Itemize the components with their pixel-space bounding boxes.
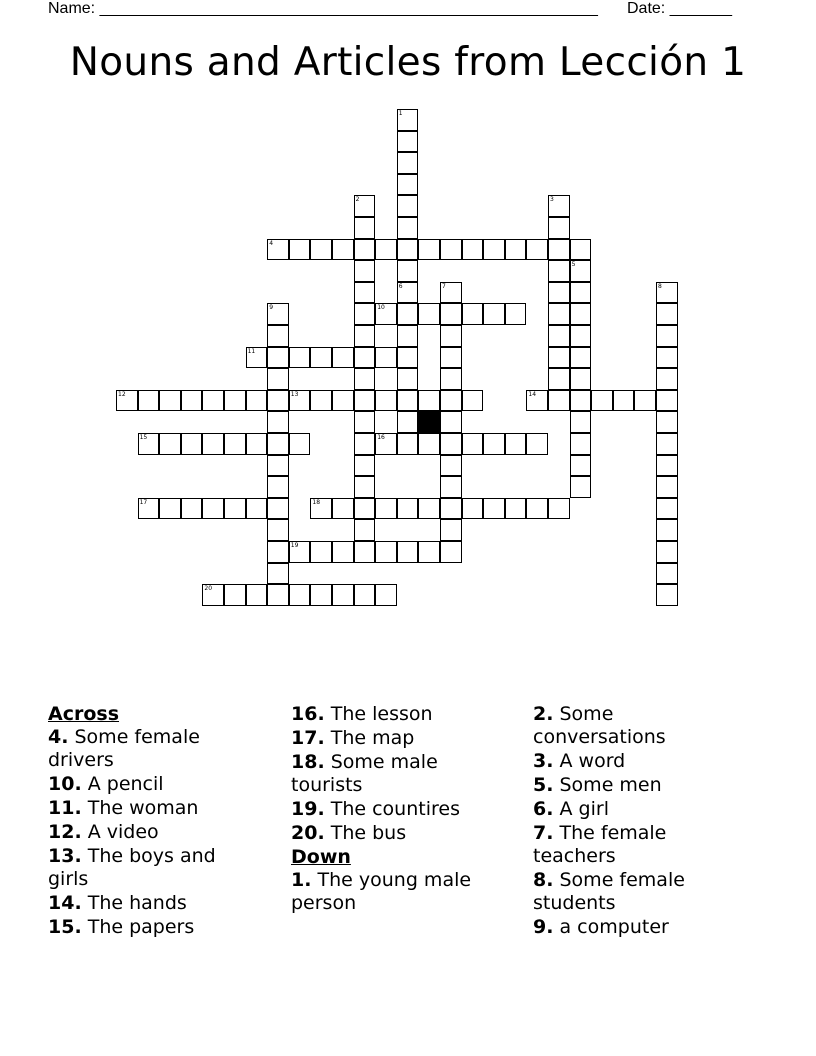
clue-text: The papers	[87, 916, 195, 938]
clue-text: Some female drivers	[48, 726, 200, 771]
grid-cell[interactable]	[418, 498, 440, 520]
grid-cell[interactable]	[570, 476, 592, 498]
clue-number: 6.	[533, 798, 554, 820]
grid-cell[interactable]	[440, 325, 462, 347]
grid-cell[interactable]	[138, 498, 160, 520]
clue-number: 11.	[48, 797, 82, 819]
grid-cell[interactable]	[440, 303, 462, 325]
grid-cell[interactable]	[246, 347, 268, 369]
grid-cell[interactable]	[375, 498, 397, 520]
grid-cell[interactable]	[354, 217, 376, 239]
grid-cell[interactable]	[418, 433, 440, 455]
grid-cell[interactable]	[354, 519, 376, 541]
grid-cell[interactable]	[267, 563, 289, 585]
grid-cell[interactable]	[656, 303, 678, 325]
grid-cell[interactable]	[397, 368, 419, 390]
grid-cell[interactable]	[397, 131, 419, 153]
across-clue-list-continued	[291, 703, 501, 845]
grid-cell[interactable]	[332, 390, 354, 412]
grid-cell[interactable]	[462, 239, 484, 261]
grid-cell[interactable]	[418, 390, 440, 412]
grid-cell[interactable]	[354, 260, 376, 282]
clue-column-3	[533, 703, 743, 940]
grid-cell[interactable]	[202, 390, 224, 412]
grid-cell[interactable]	[656, 563, 678, 585]
cell-number: 20	[204, 585, 213, 593]
grid-cell[interactable]	[656, 325, 678, 347]
grid-cell[interactable]	[656, 519, 678, 541]
grid-cell[interactable]	[354, 541, 376, 563]
clue-column-1	[48, 703, 253, 940]
grid-cell[interactable]	[397, 433, 419, 455]
grid-cell[interactable]	[440, 519, 462, 541]
clue-text: Some male tourists	[291, 751, 438, 796]
grid-cell[interactable]	[224, 498, 246, 520]
grid-cell[interactable]	[462, 498, 484, 520]
grid-cell[interactable]	[526, 433, 548, 455]
cell-number: 11	[247, 347, 256, 355]
grid-cell[interactable]	[202, 498, 224, 520]
clue-number: 18.	[291, 751, 325, 773]
clue-text: A pencil	[87, 773, 164, 795]
grid-cell[interactable]	[397, 390, 419, 412]
grid-cell[interactable]	[397, 347, 419, 369]
grid-cell[interactable]	[332, 239, 354, 261]
cell-number: 4	[269, 239, 274, 247]
grid-cell[interactable]	[440, 282, 462, 304]
grid-cell[interactable]	[440, 411, 462, 433]
grid-cell[interactable]	[570, 390, 592, 412]
grid-cell[interactable]	[267, 541, 289, 563]
across-heading: Across	[48, 703, 120, 725]
clue-item	[533, 916, 743, 939]
grid-cell[interactable]	[310, 584, 332, 606]
grid-cell[interactable]	[289, 347, 311, 369]
clue-item	[291, 798, 501, 821]
grid-cell[interactable]	[397, 217, 419, 239]
grid-cell[interactable]	[548, 260, 570, 282]
grid-cell[interactable]	[246, 433, 268, 455]
grid-cell[interactable]	[224, 584, 246, 606]
grid-cell[interactable]	[462, 390, 484, 412]
grid-cell[interactable]	[397, 303, 419, 325]
grid-cell[interactable]	[354, 390, 376, 412]
grid-cell[interactable]	[570, 325, 592, 347]
grid-cell[interactable]	[526, 390, 548, 412]
grid-cell[interactable]	[397, 239, 419, 261]
grid-cell[interactable]	[332, 541, 354, 563]
grid-cell[interactable]	[354, 584, 376, 606]
black-cell	[418, 411, 440, 433]
grid-cell[interactable]	[397, 109, 419, 131]
grid-cell[interactable]	[310, 347, 332, 369]
down-clue-list-continued	[533, 703, 743, 939]
grid-cell[interactable]	[548, 282, 570, 304]
grid-cell[interactable]	[526, 498, 548, 520]
grid-cell[interactable]	[267, 433, 289, 455]
grid-cell[interactable]	[505, 239, 527, 261]
cell-number: 18	[312, 498, 321, 506]
grid-cell[interactable]	[289, 584, 311, 606]
grid-cell[interactable]	[375, 433, 397, 455]
grid-cell[interactable]	[138, 390, 160, 412]
clue-number: 16.	[291, 703, 325, 725]
cell-number: 17	[139, 498, 148, 506]
clue-number: 8.	[533, 869, 554, 891]
clue-text: Some men	[559, 774, 662, 796]
grid-cell[interactable]	[570, 239, 592, 261]
grid-cell[interactable]	[656, 390, 678, 412]
cell-number: 8	[658, 282, 662, 290]
grid-cell[interactable]	[332, 498, 354, 520]
grid-cell[interactable]	[440, 455, 462, 477]
grid-cell[interactable]	[224, 390, 246, 412]
clue-item	[291, 727, 501, 750]
down-clue-list	[291, 869, 501, 915]
grid-cell[interactable]	[289, 433, 311, 455]
grid-cell[interactable]	[310, 541, 332, 563]
grid-cell[interactable]	[267, 347, 289, 369]
grid-cell[interactable]	[526, 239, 548, 261]
grid-cell[interactable]	[397, 282, 419, 304]
grid-cell[interactable]	[267, 239, 289, 261]
grid-cell[interactable]	[483, 433, 505, 455]
grid-cell[interactable]	[505, 433, 527, 455]
grid-cell[interactable]	[440, 498, 462, 520]
grid-cell[interactable]	[289, 541, 311, 563]
grid-cell[interactable]	[548, 498, 570, 520]
grid-cell[interactable]	[397, 174, 419, 196]
grid-cell[interactable]	[440, 433, 462, 455]
clue-item	[291, 751, 501, 797]
name-field-label[interactable]: Name: ________________________________________________________	[48, 0, 598, 17]
grid-cell[interactable]	[181, 498, 203, 520]
cell-number: 15	[139, 434, 148, 441]
grid-cell[interactable]	[397, 541, 419, 563]
clue-text: a computer	[559, 916, 669, 938]
grid-cell[interactable]	[397, 411, 419, 433]
grid-cell[interactable]	[354, 433, 376, 455]
clue-item	[533, 869, 743, 915]
grid-cell[interactable]	[246, 584, 268, 606]
grid-cell[interactable]	[354, 347, 376, 369]
grid-cell[interactable]	[483, 303, 505, 325]
clue-number: 15.	[48, 916, 82, 938]
cell-number: 5	[571, 261, 576, 269]
grid-cell[interactable]	[548, 239, 570, 261]
clue-number: 14.	[48, 892, 82, 914]
clue-number: 4.	[48, 726, 69, 748]
clue-number: 3.	[533, 750, 554, 772]
grid-cell[interactable]	[483, 498, 505, 520]
grid-cell[interactable]	[310, 390, 332, 412]
clue-item	[48, 916, 253, 939]
clue-number: 5.	[533, 774, 554, 796]
grid-cell[interactable]	[548, 195, 570, 217]
grid-cell[interactable]	[267, 303, 289, 325]
clue-text: The young male person	[291, 869, 472, 914]
grid-cell[interactable]	[354, 195, 376, 217]
clue-text: The map	[330, 727, 415, 749]
grid-cell[interactable]	[397, 325, 419, 347]
grid-cell[interactable]	[656, 498, 678, 520]
clue-number: 1.	[291, 869, 312, 891]
clue-number: 13.	[48, 845, 82, 867]
grid-cell[interactable]	[548, 347, 570, 369]
clue-number: 19.	[291, 798, 325, 820]
grid-cell[interactable]	[354, 368, 376, 390]
grid-cell[interactable]	[656, 411, 678, 433]
grid-cell[interactable]	[267, 455, 289, 477]
clue-text: The countires	[330, 798, 460, 820]
clue-text: A girl	[559, 798, 609, 820]
grid-cell[interactable]	[613, 390, 635, 412]
clue-text: The lesson	[330, 703, 433, 725]
grid-cell[interactable]	[138, 433, 160, 455]
grid-cell[interactable]	[375, 239, 397, 261]
clue-item	[48, 773, 253, 796]
cell-number: 16	[377, 434, 385, 441]
grid-cell[interactable]	[462, 303, 484, 325]
grid-cell[interactable]	[656, 433, 678, 455]
grid-cell[interactable]	[375, 347, 397, 369]
clue-item	[48, 726, 253, 772]
grid-cell[interactable]	[570, 433, 592, 455]
grid-cell[interactable]	[267, 476, 289, 498]
grid-cell[interactable]	[656, 476, 678, 498]
cell-number: 1	[398, 110, 403, 117]
grid-cell[interactable]	[570, 455, 592, 477]
cell-number: 19	[290, 542, 299, 549]
grid-cell[interactable]	[440, 541, 462, 563]
clue-item	[291, 822, 501, 845]
grid-cell[interactable]	[354, 303, 376, 325]
grid-cell[interactable]	[440, 347, 462, 369]
clue-number: 9.	[533, 916, 554, 938]
grid-cell[interactable]	[440, 239, 462, 261]
grid-cell[interactable]	[354, 411, 376, 433]
grid-cell[interactable]	[570, 260, 592, 282]
down-heading: Down	[291, 846, 351, 868]
grid-cell[interactable]	[310, 498, 332, 520]
cell-number: 12	[118, 390, 126, 398]
grid-cell[interactable]	[570, 411, 592, 433]
grid-cell[interactable]	[354, 325, 376, 347]
clue-text: The hands	[87, 892, 187, 914]
grid-cell[interactable]	[332, 347, 354, 369]
grid-cell[interactable]	[505, 303, 527, 325]
grid-cell[interactable]	[354, 239, 376, 261]
grid-cell[interactable]	[440, 476, 462, 498]
grid-cell[interactable]	[375, 541, 397, 563]
grid-cell[interactable]	[159, 433, 181, 455]
grid-cell[interactable]	[354, 498, 376, 520]
clue-number: 2.	[533, 703, 554, 725]
grid-cell[interactable]	[418, 303, 440, 325]
clue-text: The bus	[330, 822, 407, 844]
clue-item	[533, 822, 743, 868]
clue-item	[533, 703, 743, 749]
grid-cell[interactable]	[462, 433, 484, 455]
clue-item	[533, 750, 743, 773]
grid-cell[interactable]	[397, 260, 419, 282]
clue-text: The boys and girls	[48, 845, 216, 890]
grid-cell[interactable]	[656, 347, 678, 369]
clue-item	[48, 821, 253, 844]
page-title: Nouns and Articles from Lección 1	[69, 40, 747, 85]
grid-cell[interactable]	[548, 368, 570, 390]
grid-cell[interactable]	[375, 303, 397, 325]
clue-number: 20.	[291, 822, 325, 844]
grid-cell[interactable]	[332, 584, 354, 606]
clue-item	[48, 797, 253, 820]
grid-cell[interactable]	[181, 433, 203, 455]
across-clue-list	[48, 726, 253, 939]
grid-cell[interactable]	[570, 347, 592, 369]
grid-cell[interactable]	[548, 217, 570, 239]
grid-cell[interactable]	[656, 368, 678, 390]
grid-cell[interactable]	[656, 541, 678, 563]
grid-cell[interactable]	[116, 390, 138, 412]
grid-cell[interactable]	[202, 584, 224, 606]
clue-text: The female teachers	[533, 822, 667, 867]
grid-cell[interactable]	[354, 455, 376, 477]
grid-cell[interactable]	[246, 390, 268, 412]
cell-number: 2	[355, 196, 360, 204]
grid-cell[interactable]	[289, 390, 311, 412]
grid-cell[interactable]	[224, 433, 246, 455]
grid-cell[interactable]	[570, 282, 592, 304]
cell-number: 3	[550, 196, 554, 204]
clue-number: 10.	[48, 773, 82, 795]
grid-cell[interactable]	[548, 390, 570, 412]
grid-cell[interactable]	[310, 239, 332, 261]
grid-cell[interactable]	[418, 239, 440, 261]
clue-number: 7.	[533, 822, 554, 844]
cell-number: 6	[398, 282, 403, 290]
grid-cell[interactable]	[267, 584, 289, 606]
clue-number: 17.	[291, 727, 325, 749]
grid-cell[interactable]	[591, 390, 613, 412]
grid-cell[interactable]	[202, 433, 224, 455]
clue-item	[48, 892, 253, 915]
grid-cell[interactable]	[656, 282, 678, 304]
grid-cell[interactable]	[375, 390, 397, 412]
grid-cell[interactable]	[548, 303, 570, 325]
grid-cell[interactable]	[570, 303, 592, 325]
grid-cell[interactable]	[656, 455, 678, 477]
clue-item	[48, 845, 253, 891]
grid-cell[interactable]	[289, 239, 311, 261]
grid-cell[interactable]	[181, 390, 203, 412]
cell-number: 10	[377, 304, 385, 312]
clue-text: Some female students	[533, 869, 685, 914]
grid-cell[interactable]	[267, 368, 289, 390]
grid-cell[interactable]	[267, 519, 289, 541]
clue-number: 12.	[48, 821, 82, 843]
grid-cell[interactable]	[505, 498, 527, 520]
grid-cell[interactable]	[246, 498, 268, 520]
clue-item	[533, 798, 743, 821]
grid-cell[interactable]	[267, 390, 289, 412]
grid-cell[interactable]	[397, 498, 419, 520]
grid-cell[interactable]	[267, 498, 289, 520]
grid-cell[interactable]	[483, 239, 505, 261]
clue-text: The woman	[87, 797, 199, 819]
clue-text: A video	[87, 821, 159, 843]
grid-cell[interactable]	[375, 584, 397, 606]
grid-cell[interactable]	[440, 390, 462, 412]
grid-cell[interactable]	[267, 411, 289, 433]
grid-cell[interactable]	[656, 584, 678, 606]
grid-cell[interactable]	[634, 390, 656, 412]
cell-number: 13	[290, 390, 299, 398]
clue-item	[291, 703, 501, 726]
grid-cell[interactable]	[440, 368, 462, 390]
grid-cell[interactable]	[418, 541, 440, 563]
clue-text: A word	[559, 750, 626, 772]
clue-column-2	[291, 703, 501, 916]
grid-cell[interactable]	[397, 195, 419, 217]
grid-cell[interactable]	[159, 390, 181, 412]
grid-cell[interactable]	[267, 325, 289, 347]
cell-number: 7	[442, 282, 446, 290]
clue-item	[533, 774, 743, 797]
clue-text: Some conversations	[533, 703, 666, 748]
date-field-label[interactable]: Date: _______	[627, 0, 732, 17]
grid-cell[interactable]	[159, 498, 181, 520]
grid-cell[interactable]	[548, 325, 570, 347]
grid-cell[interactable]	[354, 476, 376, 498]
grid-cell[interactable]	[570, 368, 592, 390]
cell-number: 14	[528, 390, 537, 398]
cell-number: 9	[269, 304, 274, 312]
grid-cell[interactable]	[397, 152, 419, 174]
grid-cell[interactable]	[354, 282, 376, 304]
clue-item	[291, 869, 501, 915]
